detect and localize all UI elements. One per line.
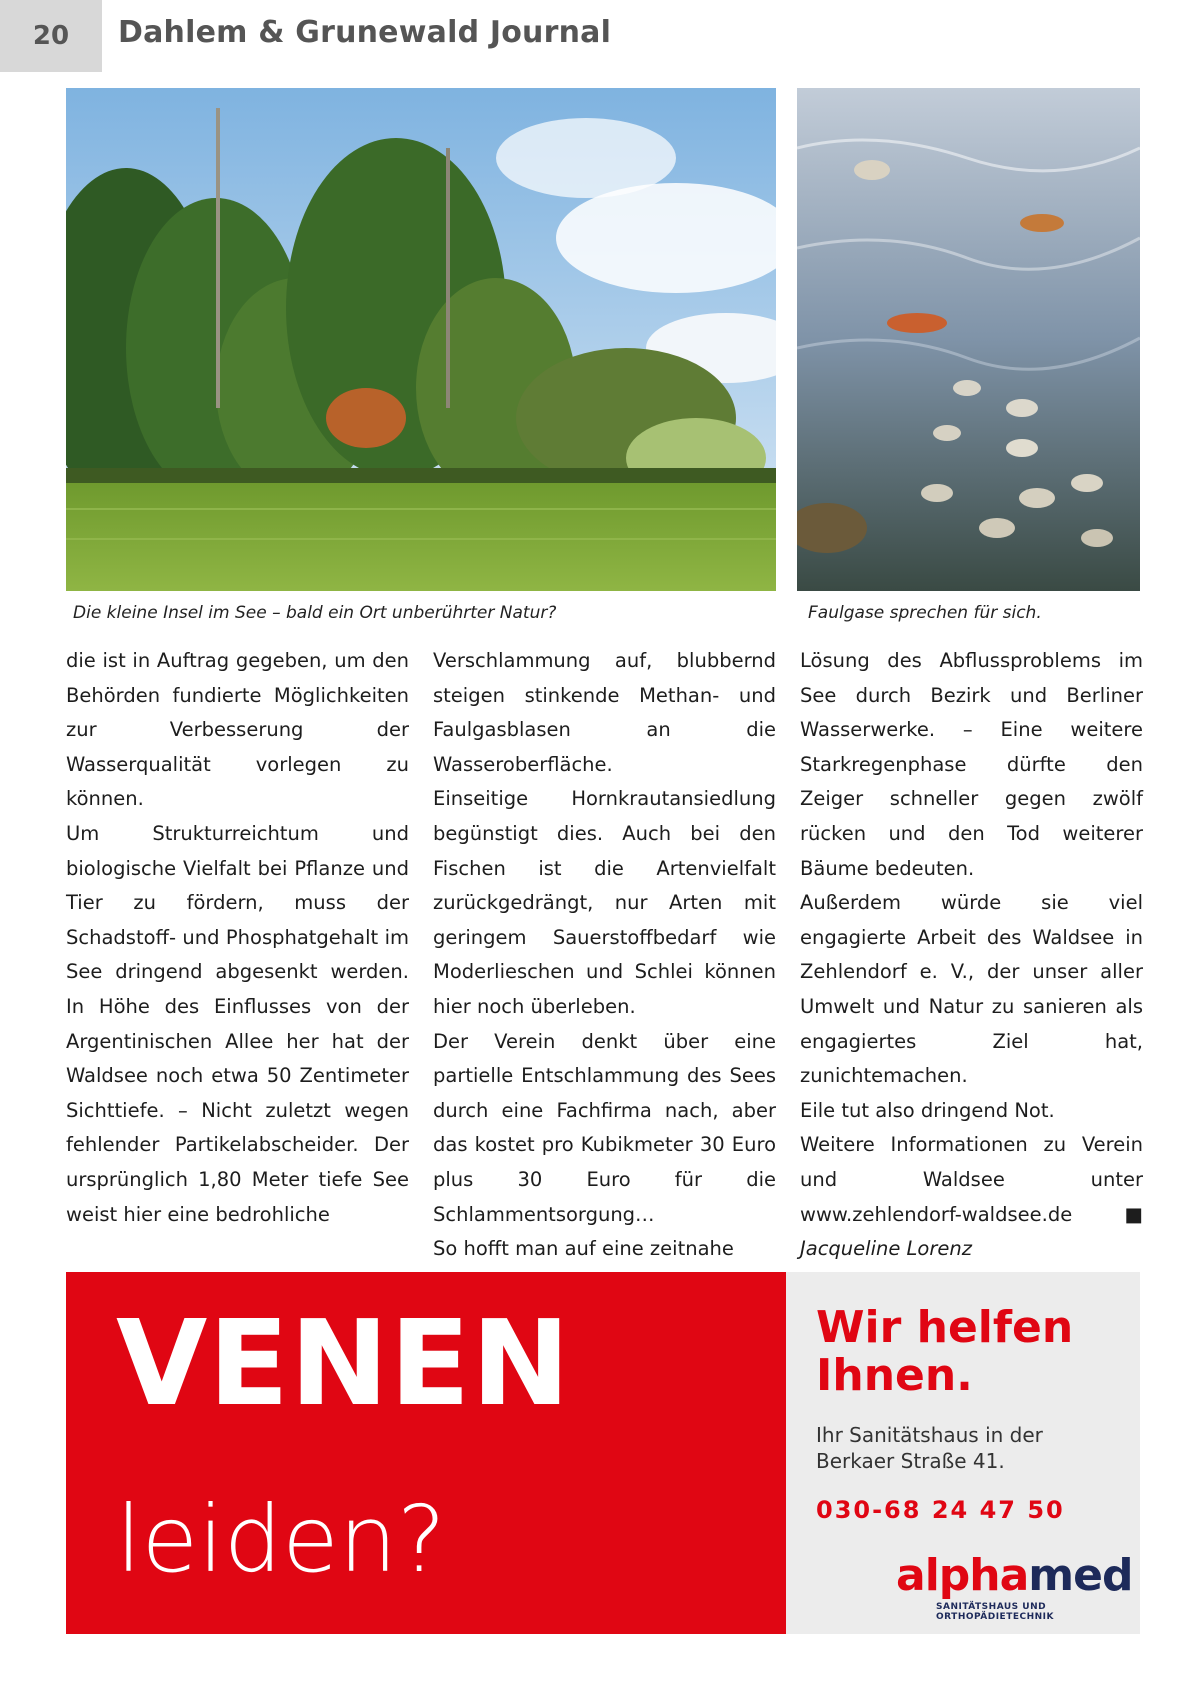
- paragraph: Einseitige Hornkrautansiedlung begünstigt dies. Auch bei den Fischen ist die Artenvielfalt zurückgedrängt, nur Arten mit geringem Sauerstoffbedarf wie Moderlieschen und Schlei können hier noch überleben.: [433, 787, 776, 1018]
- ad-slogan: [816, 1304, 1073, 1400]
- article-column-2: [433, 644, 776, 1267]
- article-column-3: [800, 644, 1143, 1267]
- paragraph: [800, 1128, 1143, 1232]
- lake-island-photo: [66, 88, 776, 591]
- photo-caption-bubbles: Faulgase sprechen für sich.: [808, 603, 1042, 623]
- ad-slogan-line-2: Ihnen.: [816, 1350, 973, 1401]
- ad-subline: leiden?: [116, 1486, 446, 1593]
- paragraph: Außerdem würde sie viel engagierte Arbeit des Waldsee in Zehlendorf e. V., der unser aller Umwelt und Natur zu sanieren als engagiertes Ziel hat, zunichtemachen.: [800, 891, 1143, 1088]
- website-text: Weitere Informationen zu Verein und Waldsee unter www.zehlendorf-waldsee.de: [800, 1133, 1143, 1226]
- ad-phone-number[interactable]: 030-68 24 47 50: [816, 1496, 1065, 1524]
- ad-headline: VENEN: [116, 1294, 572, 1432]
- alphamed-logo: [896, 1550, 1133, 1601]
- ad-red-panel: [66, 1272, 786, 1634]
- logo-med: med: [1028, 1550, 1133, 1601]
- gas-bubbles-photo: [797, 88, 1140, 591]
- paragraph: Um Strukturreichtum und biologische Vielfalt bei Pflanze und Tier zu fördern, muss der Schadstoff- und Phosphatgehalt im See dringend abgesenkt werden. In Höhe des Einflusses von der Argentinischen Allee her hat der Waldsee noch etwa 50 Zentimeter Sichttiefe. – Nicht zuletzt wegen fehlender Partikelabscheider. Der ursprünglich 1,80 Meter tiefe See weist hier eine bedrohliche: [66, 821, 409, 1226]
- author-name: Jacqueline Lorenz: [800, 1237, 972, 1261]
- paragraph: die ist in Auftrag gegeben, um den Behörden fundierte Möglichkeiten zur Verbesserung der Wasserqualität vorlegen zu können.: [66, 649, 409, 811]
- ad-slogan-line-1: Wir helfen: [816, 1302, 1074, 1353]
- paragraph: Eile tut also dringend Not.: [800, 1098, 1055, 1122]
- logo-subtitle: SANITÄTSHAUS UND ORTHOPÄDIETECHNIK: [936, 1602, 1054, 1622]
- ad-info-panel: [786, 1272, 1140, 1634]
- paragraph: Lösung des Abflussproblems im See durch Bezirk und Berliner Wasserwerke. – Eine weitere Starkregenphase dürfte den Zeiger schneller gegen zwölf rücken und den Tod weiterer Bäume bedeuten.: [800, 649, 1143, 880]
- logo-alpha: alpha: [896, 1550, 1029, 1601]
- paragraph: Der Verein denkt über eine partielle Entschlammung des Sees durch eine Fachfirma nach, aber das kostet pro Kubikmeter 30 Euro plus 30 Euro für die Schlammentsorgung…: [433, 1029, 776, 1226]
- article-column-1: [66, 644, 409, 1232]
- end-mark-icon: ■: [1124, 1202, 1143, 1226]
- journal-title: Dahlem & Grunewald Journal: [118, 15, 612, 50]
- paragraph: So hofft man auf eine zeitnahe: [433, 1237, 734, 1261]
- ad-address-line-2: Berkaer Straße 41.: [816, 1449, 1005, 1473]
- ad-address-line-1: Ihr Sanitätshaus in der: [816, 1423, 1043, 1447]
- ad-address: [816, 1422, 1043, 1474]
- page-number: 20: [0, 0, 102, 72]
- advertisement[interactable]: [66, 1272, 1140, 1634]
- paragraph: Verschlammung auf, blubbernd steigen stinkende Methan- und Faulgasblasen an die Wasseroberfläche.: [433, 649, 776, 776]
- photo-caption-lake: Die kleine Insel im See – bald ein Ort unberührter Natur?: [73, 603, 557, 623]
